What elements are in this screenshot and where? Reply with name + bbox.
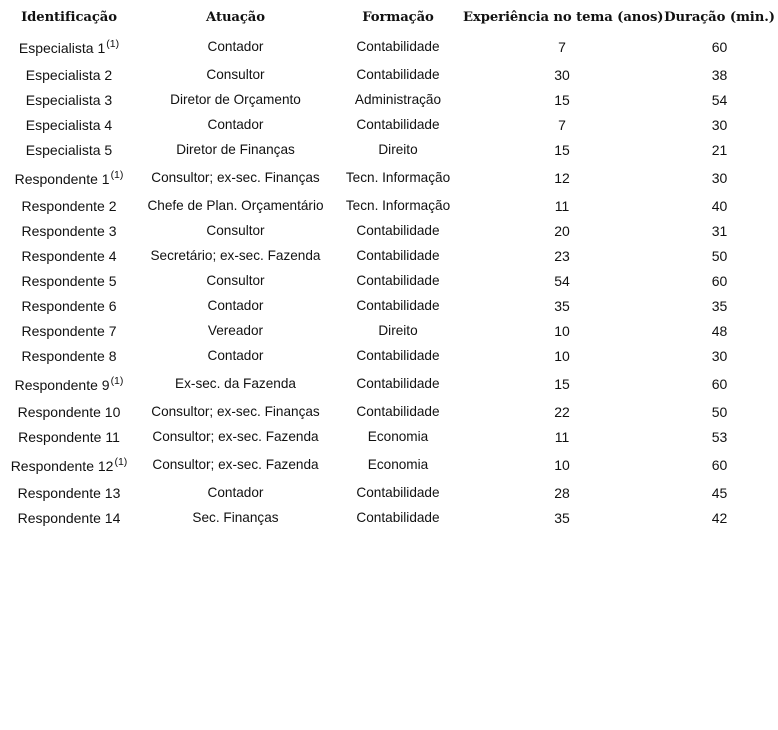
cell-atuacao-text: Diretor de Orçamento <box>170 92 301 107</box>
cell-identificacao-text: Especialista 3 <box>25 91 113 108</box>
cell-identificacao <box>0 31 138 62</box>
cell-formacao-text: Administração <box>354 92 442 107</box>
cell-formacao <box>333 505 463 530</box>
cell-experiencia <box>463 343 661 368</box>
table-row <box>0 268 778 293</box>
table-row <box>0 343 778 368</box>
header-experiencia: Experiência no tema (anos) <box>463 10 664 25</box>
cell-experiencia-text: 10 <box>554 347 570 364</box>
cell-formacao <box>333 87 463 112</box>
table-row <box>0 218 778 243</box>
cell-atuacao <box>138 218 333 243</box>
cell-atuacao <box>138 243 333 268</box>
cell-formacao-text: Contabilidade <box>356 348 440 363</box>
cell-identificacao <box>0 505 138 530</box>
cell-experiencia <box>463 162 661 193</box>
cell-duracao <box>661 218 778 243</box>
cell-experiencia-text: 12 <box>554 169 570 186</box>
cell-experiencia <box>463 268 661 293</box>
cell-atuacao-text: Contador <box>207 485 264 500</box>
cell-identificacao <box>0 162 138 193</box>
cell-duracao-text: 60 <box>711 272 728 289</box>
cell-formacao-text: Tecn. Informação <box>345 198 451 213</box>
cell-identificacao-text: Respondente 10 <box>17 403 121 420</box>
table-row <box>0 243 778 268</box>
cell-formacao <box>333 193 463 218</box>
participants-table <box>0 4 778 530</box>
cell-atuacao <box>138 193 333 218</box>
cell-atuacao-text: Consultor <box>206 67 265 82</box>
table-row <box>0 399 778 424</box>
cell-experiencia <box>463 293 661 318</box>
cell-identificacao <box>0 112 138 137</box>
cell-experiencia <box>463 399 661 424</box>
cell-identificacao-text: Especialista 2 <box>25 66 113 83</box>
cell-atuacao <box>138 318 333 343</box>
cell-duracao-text: 60 <box>711 38 728 55</box>
cell-identificacao-text: Respondente 14 <box>17 509 121 526</box>
cell-formacao-text: Contabilidade <box>356 510 440 525</box>
footnote-marker: (1) <box>110 168 124 181</box>
table-row <box>0 162 778 193</box>
cell-identificacao-text: Especialista 4 <box>25 116 113 133</box>
cell-formacao-text: Direito <box>378 142 418 157</box>
cell-duracao-text: 50 <box>711 403 728 420</box>
cell-identificacao-text: Respondente 4 <box>21 247 117 264</box>
cell-experiencia-text: 35 <box>554 509 570 526</box>
cell-experiencia <box>463 243 661 268</box>
cell-duracao <box>661 368 778 399</box>
cell-experiencia-text: 28 <box>554 484 570 501</box>
cell-duracao-text: 30 <box>711 347 728 364</box>
cell-atuacao-text: Contador <box>207 298 264 313</box>
cell-experiencia-text: 15 <box>554 91 570 108</box>
cell-formacao <box>333 62 463 87</box>
cell-atuacao <box>138 424 333 449</box>
cell-atuacao <box>138 480 333 505</box>
footnote-marker: (1) <box>114 455 128 468</box>
cell-identificacao <box>0 218 138 243</box>
cell-experiencia-text: 11 <box>554 428 570 445</box>
cell-atuacao-text: Consultor; ex-sec. Finanças <box>151 404 320 419</box>
cell-atuacao <box>138 343 333 368</box>
cell-formacao-text: Contabilidade <box>356 404 440 419</box>
cell-identificacao <box>0 368 138 399</box>
cell-atuacao <box>138 399 333 424</box>
cell-atuacao-text: Contador <box>207 348 264 363</box>
cell-formacao-text: Contabilidade <box>356 273 440 288</box>
footnote-marker: (1) <box>110 374 124 387</box>
cell-formacao-text: Contabilidade <box>356 298 440 313</box>
cell-atuacao-text: Secretário; ex-sec. Fazenda <box>150 248 321 263</box>
cell-identificacao <box>0 424 138 449</box>
cell-duracao <box>661 480 778 505</box>
cell-duracao-text: 54 <box>711 91 728 108</box>
cell-experiencia <box>463 31 661 62</box>
cell-duracao <box>661 268 778 293</box>
cell-identificacao <box>0 318 138 343</box>
cell-formacao <box>333 368 463 399</box>
cell-duracao <box>661 162 778 193</box>
table-row <box>0 137 778 162</box>
cell-duracao <box>661 505 778 530</box>
cell-formacao <box>333 480 463 505</box>
cell-identificacao <box>0 293 138 318</box>
table-row <box>0 193 778 218</box>
cell-atuacao-text: Chefe de Plan. Orçamentário <box>147 198 324 213</box>
table-row <box>0 293 778 318</box>
cell-atuacao-text: Consultor; ex-sec. Fazenda <box>152 457 319 472</box>
cell-duracao-text: 53 <box>711 428 728 445</box>
cell-formacao <box>333 399 463 424</box>
cell-formacao <box>333 162 463 193</box>
cell-duracao <box>661 399 778 424</box>
cell-identificacao-text: Respondente 6 <box>21 297 117 314</box>
cell-formacao-text: Contabilidade <box>356 485 440 500</box>
cell-atuacao-text: Consultor; ex-sec. Fazenda <box>152 429 319 444</box>
cell-experiencia-text: 11 <box>554 197 570 214</box>
cell-duracao-text: 48 <box>711 322 728 339</box>
cell-formacao-text: Contabilidade <box>356 117 440 132</box>
cell-atuacao-text: Contador <box>207 117 264 132</box>
cell-experiencia-text: 54 <box>554 272 570 289</box>
cell-identificacao-text: Respondente 9 <box>14 376 110 393</box>
cell-experiencia <box>463 480 661 505</box>
cell-identificacao <box>0 62 138 87</box>
cell-experiencia-text: 15 <box>554 375 570 392</box>
table-row <box>0 480 778 505</box>
table-row <box>0 87 778 112</box>
table-row <box>0 318 778 343</box>
cell-experiencia <box>463 449 661 480</box>
cell-formacao-text: Direito <box>378 323 418 338</box>
cell-experiencia-text: 20 <box>554 222 570 239</box>
cell-experiencia-text: 35 <box>554 297 570 314</box>
cell-atuacao <box>138 368 333 399</box>
cell-experiencia <box>463 505 661 530</box>
table-row <box>0 424 778 449</box>
cell-formacao <box>333 243 463 268</box>
cell-duracao-text: 50 <box>711 247 728 264</box>
cell-experiencia-text: 10 <box>554 456 570 473</box>
cell-duracao <box>661 31 778 62</box>
cell-atuacao-text: Consultor <box>206 273 265 288</box>
cell-formacao-text: Economia <box>367 429 429 444</box>
table-header <box>0 4 778 31</box>
cell-identificacao-text: Especialista 5 <box>25 141 113 158</box>
cell-identificacao-text: Respondente 2 <box>21 197 117 214</box>
cell-atuacao-text: Sec. Finanças <box>192 510 279 525</box>
cell-formacao <box>333 112 463 137</box>
cell-identificacao-text: Respondente 8 <box>21 347 117 364</box>
header-identificacao: Identificação <box>21 10 117 25</box>
cell-atuacao-text: Contador <box>207 39 264 54</box>
cell-experiencia <box>463 193 661 218</box>
cell-atuacao <box>138 31 333 62</box>
cell-formacao-text: Contabilidade <box>356 248 440 263</box>
table-row <box>0 368 778 399</box>
cell-identificacao-text: Especialista 1 <box>18 39 106 56</box>
cell-duracao <box>661 87 778 112</box>
footnote-marker: (1) <box>106 37 120 50</box>
header-atuacao: Atuação <box>206 10 265 25</box>
cell-atuacao-text: Consultor; ex-sec. Finanças <box>151 170 320 185</box>
cell-duracao-text: 30 <box>711 116 728 133</box>
cell-identificacao <box>0 480 138 505</box>
cell-identificacao <box>0 449 138 480</box>
cell-formacao <box>333 137 463 162</box>
cell-duracao-text: 42 <box>711 509 728 526</box>
cell-duracao <box>661 449 778 480</box>
cell-experiencia <box>463 368 661 399</box>
cell-duracao-text: 30 <box>711 169 728 186</box>
cell-experiencia <box>463 112 661 137</box>
cell-formacao <box>333 293 463 318</box>
cell-formacao <box>333 318 463 343</box>
cell-experiencia-text: 22 <box>554 403 570 420</box>
cell-atuacao <box>138 268 333 293</box>
cell-identificacao-text: Respondente 3 <box>21 222 117 239</box>
cell-atuacao <box>138 505 333 530</box>
header-formacao: Formação <box>362 10 434 25</box>
cell-duracao-text: 45 <box>711 484 728 501</box>
cell-duracao <box>661 112 778 137</box>
cell-duracao <box>661 293 778 318</box>
cell-duracao <box>661 424 778 449</box>
cell-experiencia-text: 15 <box>554 141 570 158</box>
header-row <box>0 4 778 31</box>
cell-experiencia-text: 23 <box>554 247 570 264</box>
cell-formacao <box>333 268 463 293</box>
cell-identificacao-text: Respondente 5 <box>21 272 117 289</box>
table-row <box>0 62 778 87</box>
cell-identificacao <box>0 268 138 293</box>
cell-atuacao <box>138 162 333 193</box>
cell-experiencia <box>463 318 661 343</box>
cell-identificacao <box>0 243 138 268</box>
cell-atuacao-text: Vereador <box>207 323 264 338</box>
cell-duracao-text: 60 <box>711 456 728 473</box>
cell-experiencia <box>463 87 661 112</box>
cell-atuacao <box>138 87 333 112</box>
cell-identificacao-text: Respondente 1 <box>14 170 110 187</box>
table-row <box>0 112 778 137</box>
cell-atuacao <box>138 112 333 137</box>
cell-duracao-text: 21 <box>711 141 728 158</box>
cell-identificacao <box>0 193 138 218</box>
cell-experiencia-text: 30 <box>554 66 570 83</box>
cell-experiencia <box>463 424 661 449</box>
cell-identificacao-text: Respondente 7 <box>21 322 117 339</box>
cell-atuacao <box>138 449 333 480</box>
cell-formacao <box>333 343 463 368</box>
cell-identificacao <box>0 399 138 424</box>
table-row <box>0 505 778 530</box>
cell-formacao-text: Contabilidade <box>356 39 440 54</box>
cell-duracao-text: 35 <box>711 297 728 314</box>
cell-formacao <box>333 218 463 243</box>
cell-experiencia <box>463 218 661 243</box>
cell-identificacao <box>0 87 138 112</box>
cell-formacao-text: Contabilidade <box>356 223 440 238</box>
cell-atuacao-text: Diretor de Finanças <box>176 142 295 157</box>
cell-formacao <box>333 449 463 480</box>
cell-duracao <box>661 243 778 268</box>
cell-duracao <box>661 62 778 87</box>
cell-atuacao-text: Ex-sec. da Fazenda <box>175 376 296 391</box>
cell-duracao <box>661 343 778 368</box>
cell-duracao <box>661 193 778 218</box>
cell-formacao <box>333 31 463 62</box>
cell-experiencia-text: 7 <box>558 116 566 133</box>
cell-atuacao <box>138 137 333 162</box>
cell-experiencia <box>463 137 661 162</box>
table-row <box>0 449 778 480</box>
cell-identificacao-text: Respondente 12 <box>10 457 114 474</box>
cell-identificacao-text: Respondente 11 <box>18 428 120 445</box>
cell-formacao <box>333 424 463 449</box>
cell-formacao-text: Contabilidade <box>356 67 440 82</box>
cell-experiencia-text: 10 <box>554 322 570 339</box>
cell-identificacao <box>0 343 138 368</box>
cell-duracao <box>661 318 778 343</box>
cell-formacao-text: Tecn. Informação <box>345 170 451 185</box>
cell-formacao-text: Economia <box>367 457 429 472</box>
cell-duracao-text: 40 <box>711 197 728 214</box>
table-body <box>0 31 778 530</box>
cell-atuacao <box>138 62 333 87</box>
cell-atuacao <box>138 293 333 318</box>
cell-atuacao-text: Consultor <box>206 223 265 238</box>
cell-formacao-text: Contabilidade <box>356 376 440 391</box>
cell-duracao-text: 60 <box>711 375 728 392</box>
cell-experiencia <box>463 62 661 87</box>
cell-duracao-text: 31 <box>711 222 728 239</box>
cell-duracao <box>661 137 778 162</box>
cell-experiencia-text: 7 <box>558 38 566 55</box>
cell-duracao-text: 38 <box>711 66 728 83</box>
header-duracao: Duração (min.) <box>664 10 775 25</box>
table-row <box>0 31 778 62</box>
cell-identificacao-text: Respondente 13 <box>17 484 121 501</box>
cell-identificacao <box>0 137 138 162</box>
